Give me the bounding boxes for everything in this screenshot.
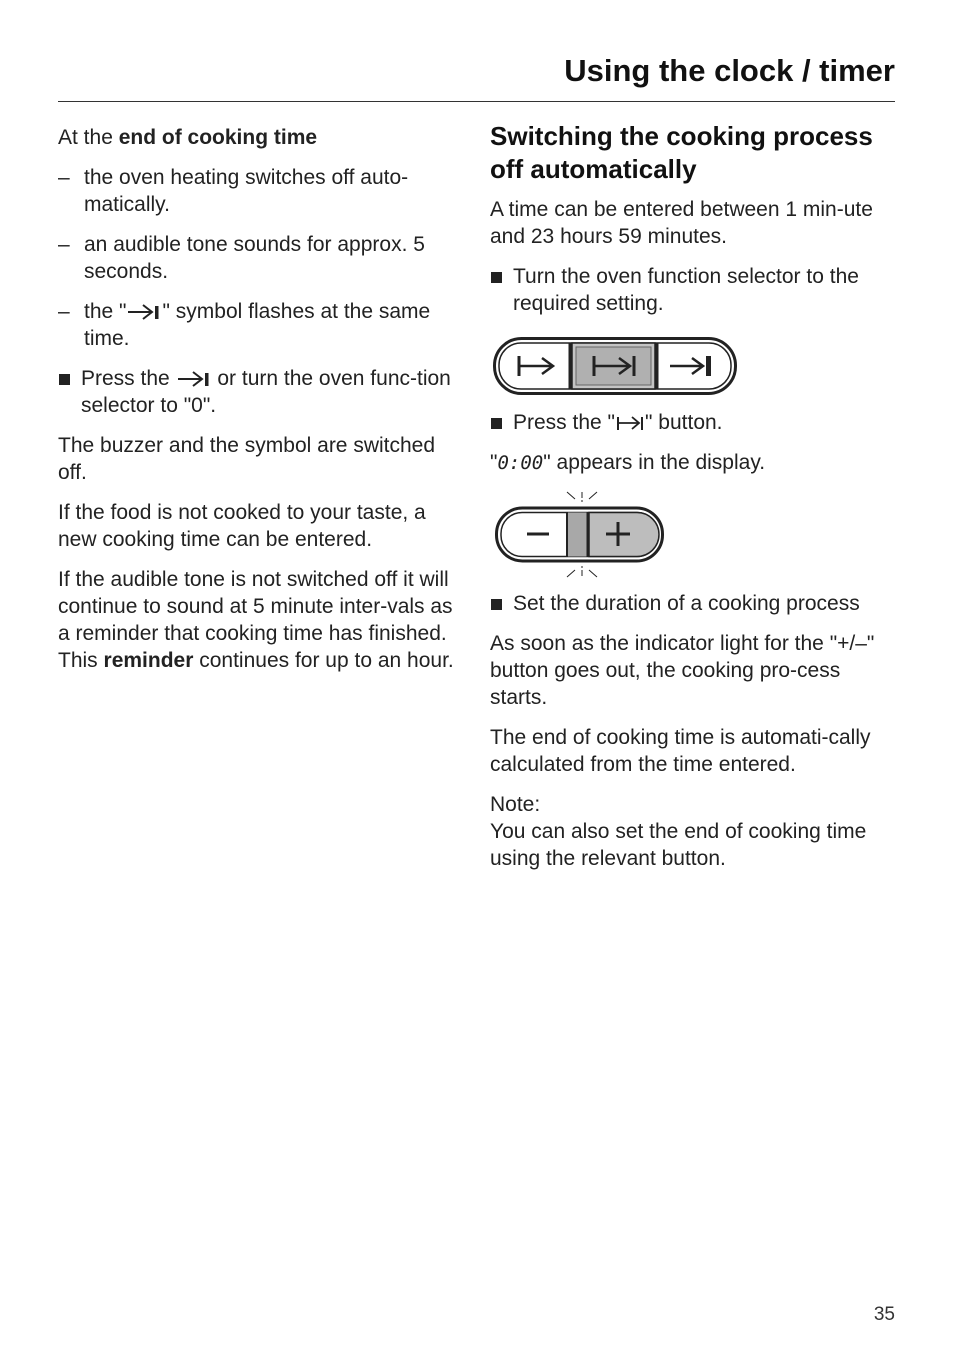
dash-marker: –	[58, 166, 70, 189]
bullet-square	[491, 599, 502, 610]
page-number: 35	[873, 1304, 895, 1325]
instruction-text: Set the duration of a cooking process	[513, 592, 860, 615]
paragraph: A time can be entered between 1 min-ute and 23 hours 59 minutes.	[490, 198, 873, 248]
page-title: Using the clock / timer	[564, 53, 895, 88]
paragraph: The end of cooking time is automati-cally calculated from the time entered.	[490, 726, 871, 776]
instruction-item	[490, 409, 900, 436]
instruction-before: Press the "	[513, 411, 615, 434]
instruction-after: or turn the oven func-tion selector to "0".	[81, 367, 451, 417]
function-buttons-illustration	[493, 337, 737, 395]
dash-marker: –	[58, 300, 70, 323]
paragraph: If the food is not cooked to your taste, a new cooking time can be entered.	[58, 501, 426, 551]
list-item	[58, 298, 464, 352]
list-item	[58, 164, 464, 218]
paragraph-text: If the audible tone is not switched off it will continue to sound at 5 minute inter-vals as a reminder that cooking time has finished. This	[58, 568, 453, 672]
instruction-text: Turn the oven function selector to the required setting.	[513, 265, 859, 315]
instruction-after: " button.	[645, 411, 723, 434]
end-cooking-intro	[58, 124, 464, 151]
paragraph-text: continues for up to an hour.	[193, 649, 454, 672]
note-label: Note:	[490, 793, 541, 816]
paragraph: The buzzer and the symbol are switched off.	[58, 434, 436, 484]
paragraph	[58, 566, 464, 674]
left-column	[58, 124, 464, 687]
intro-prefix: At the	[58, 126, 119, 149]
display-quote-open: "	[490, 451, 498, 474]
note	[490, 791, 900, 872]
list-item-text: the oven heating switches off auto-matically.	[84, 166, 409, 216]
note-text: You can also set the end of cooking time using the relevant button.	[490, 820, 867, 870]
intro-bold: end of cooking time	[118, 126, 318, 149]
plus-minus-illustration	[495, 490, 671, 582]
display-note	[490, 449, 900, 477]
bullet-square	[491, 272, 502, 283]
list-item-text-after: " symbol flashes at the same time.	[84, 300, 431, 350]
bullet-square	[491, 418, 502, 429]
display-value: 0:00	[497, 452, 544, 474]
instruction-item	[58, 365, 464, 419]
dash-marker: –	[58, 233, 70, 256]
instruction-item	[490, 590, 900, 617]
section-heading: Switching the cooking process off automatically	[490, 121, 873, 184]
title-divider	[58, 101, 895, 102]
end-time-icon	[126, 302, 162, 322]
duration-icon	[615, 413, 645, 433]
bullet-square	[59, 374, 70, 385]
list-item	[58, 231, 464, 285]
end-time-icon	[176, 369, 212, 389]
paragraph: As soon as the indicator light for the "+/–" button goes out, the cooking pro-cess starts.	[490, 632, 875, 709]
instruction-before: Press the	[81, 367, 176, 390]
display-text: " appears in the display.	[543, 451, 766, 474]
reminder-bold: reminder	[103, 649, 194, 672]
right-column	[490, 120, 900, 885]
list-item-text-before: the "	[84, 300, 127, 323]
list-item-text: an audible tone sounds for approx. 5 seconds.	[84, 233, 425, 283]
instruction-item	[490, 263, 900, 317]
